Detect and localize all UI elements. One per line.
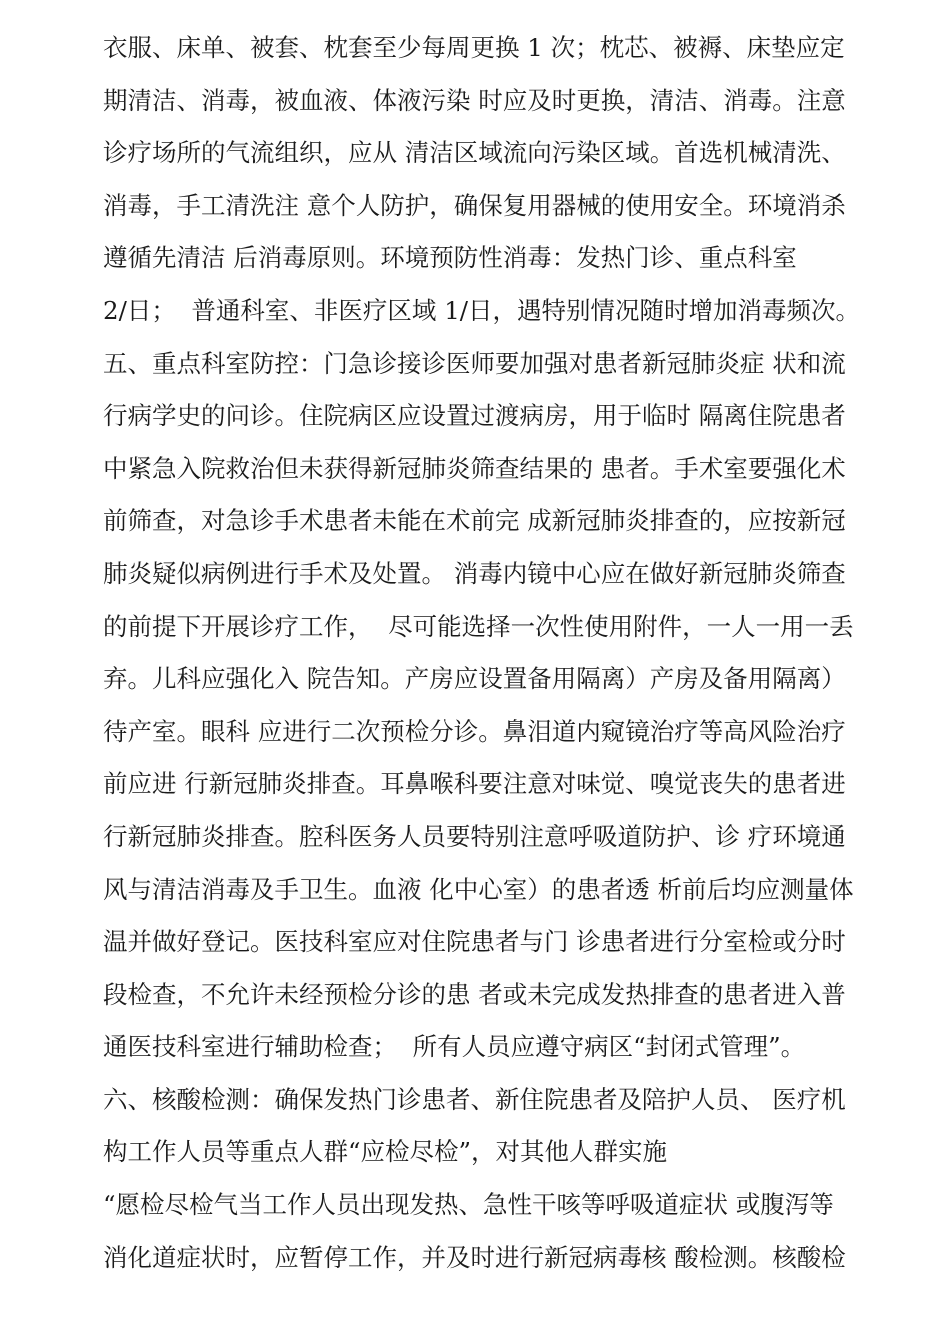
text-line: 的前提下开展诊疗工作， 尽可能选择一次性使用附件，一人一用一丢 (103, 611, 854, 641)
text-line: 诊疗场所的气流组织，应从 清洁区域流向污染区域。首选机械清洗、 (103, 138, 846, 168)
text-line: 行新冠肺炎排查。腔科医务人员要特别注意呼吸道防护、诊 疗环境通 (103, 821, 846, 851)
text-line: 段检查，不允许未经预检分诊的患 者或未完成发热排查的患者进入普 (103, 979, 846, 1009)
text-line: 肺炎疑似病例进行手术及处置。 消毒内镜中心应在做好新冠肺炎筛查 (103, 558, 846, 588)
section-heading-line: 六、核酸检测：确保发热门诊患者、新住院患者及陪护人员、 医疗机 (103, 1084, 846, 1114)
text-line: 行病学史的问诊。住院病区应设置过渡病房，用于临时 隔离住院患者 (103, 401, 846, 431)
text-line: 前应进 行新冠肺炎排查。耳鼻喉科要注意对味觉、嗅觉丧失的患者进 (103, 769, 846, 799)
text-line: 待产室。眼科 应进行二次预检分诊。鼻泪道内窥镜治疗等高风险治疗 (103, 716, 846, 746)
text-line: 消毒，手工清洗注 意个人防护，确保复用器械的使用安全。环境消杀 (103, 190, 846, 220)
text-line: 2/日； 普通科室、非医疗区域 1/日，遇特别情况随时增加消毒频次。 (103, 295, 861, 325)
section-heading-line: 五、重点科室防控：门急诊接诊医师要加强对患者新冠肺炎症 状和流 (103, 348, 846, 378)
document-body (103, 22, 883, 1284)
text-line: 构工作人员等重点人群“应检尽检”，对其他人群实施 (103, 1137, 668, 1167)
text-line: 中紧急入院救治但未获得新冠肺炎筛查结果的 患者。手术室要强化术 (103, 453, 846, 483)
text-line: 衣服、床单、被套、枕套至少每周更换 1 次；枕芯、被褥、床垫应定 (103, 33, 845, 62)
text-line: 风与清洁消毒及手卫生。血液 化中心室）的患者透 析前后均应测量体 (103, 874, 854, 904)
text-line: 消化道症状时，应暂停工作，并及时进行新冠病毒核 酸检测。核酸检 (103, 1242, 846, 1272)
text-line: 遵循先清洁 后消毒原则。环境预防性消毒：发热门诊、重点科室 (103, 243, 797, 273)
text-line: 通医技科室进行辅助检查； 所有人员应遵守病区“封闭式管理”。 (103, 1032, 806, 1062)
text-line: “愿检尽检气当工作人员出现发热、急性干咳等呼吸道症状 或腹泻等 (103, 1190, 834, 1220)
text-line: 前筛查，对急诊手术患者未能在术前完 成新冠肺炎排查的，应按新冠 (103, 506, 846, 536)
text-line: 期清洁、消毒，被血液、体液污染 时应及时更换，清洁、消毒。注意 (103, 85, 846, 115)
text-line: 弃。儿科应强化入 院告知。产房应设置备用隔离）产房及备用隔离） (103, 664, 846, 694)
text-line: 温并做好登记。医技科室应对住院患者与门 诊患者进行分室检或分时 (103, 927, 846, 957)
